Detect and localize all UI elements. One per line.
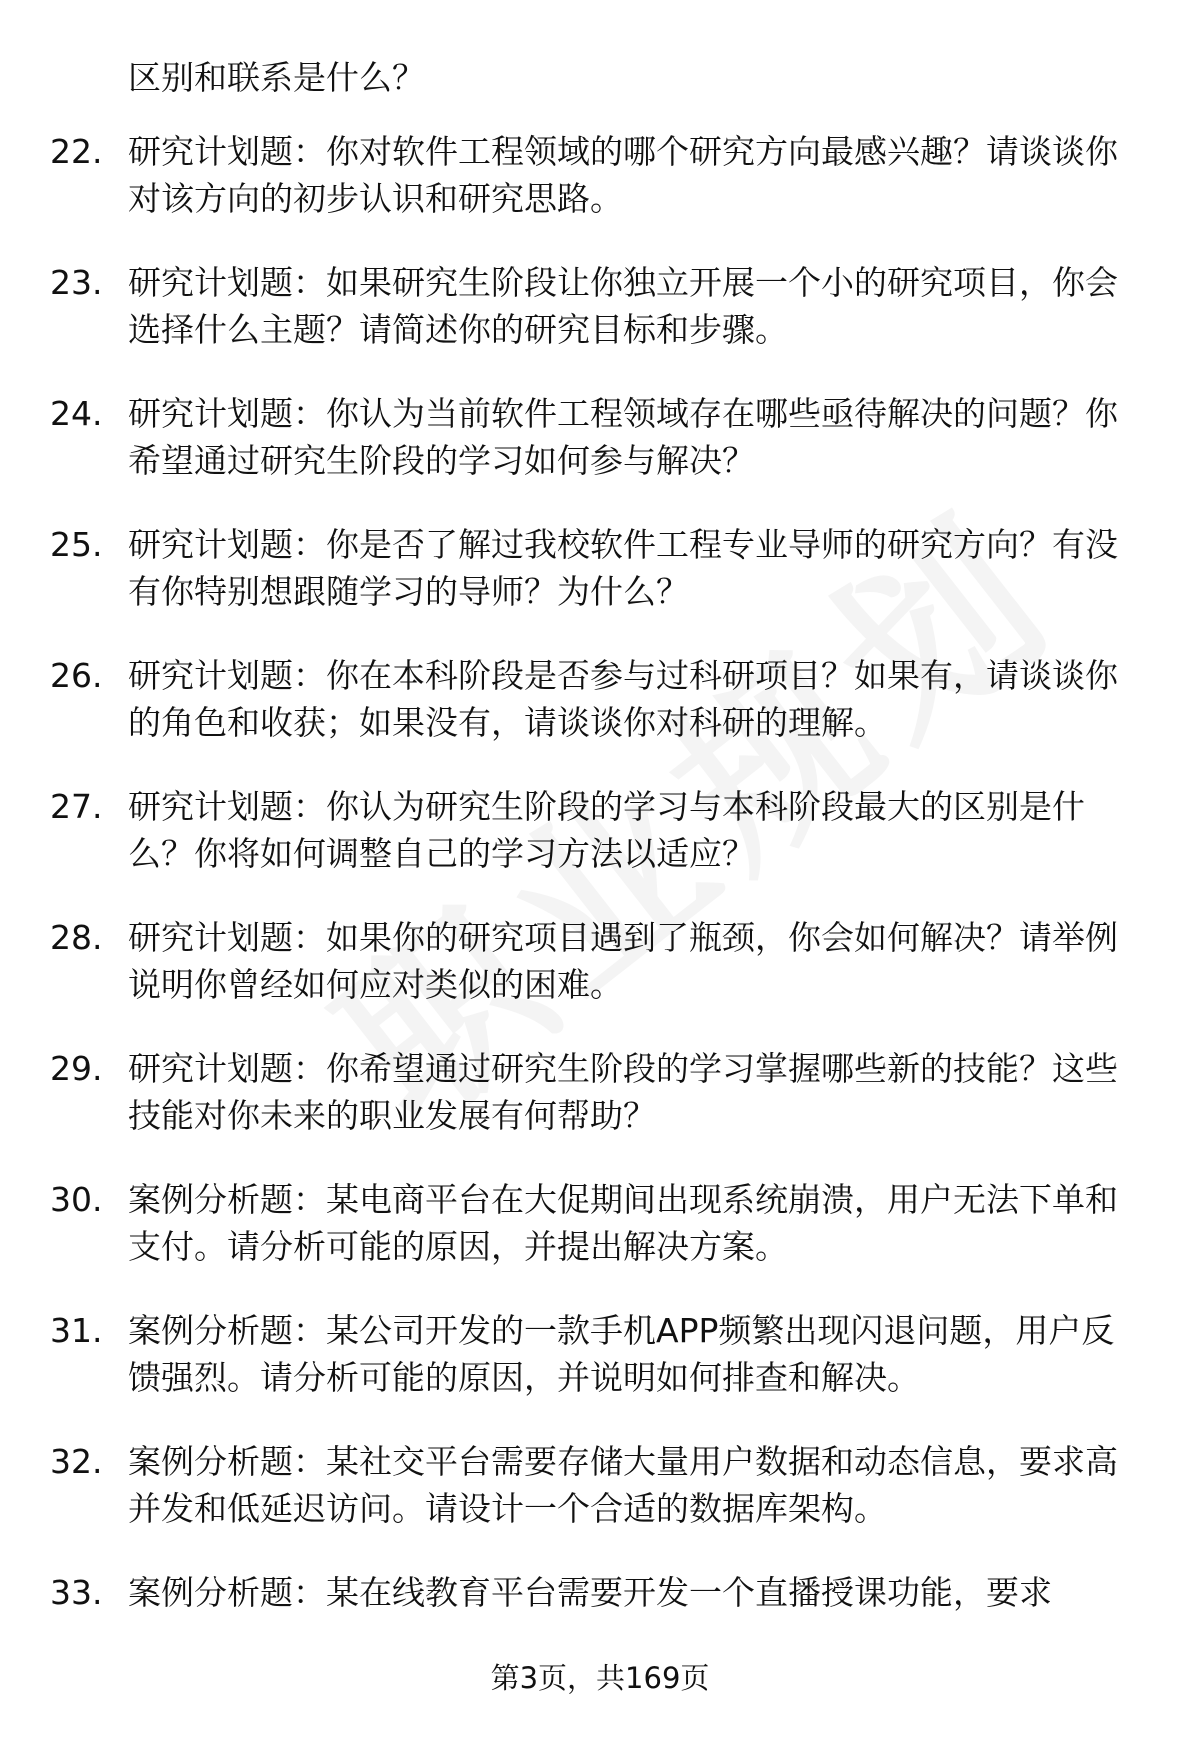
question-number: 23. — [50, 263, 103, 302]
question-item — [0, 259, 1200, 349]
question-number: 29. — [50, 1049, 103, 1088]
question-text: 研究计划题：如果你的研究项目遇到了瓶颈，你会如何解决？请举例说明你曾经如何应对类似的困难。 — [128, 918, 1118, 1004]
question-item — [0, 1045, 1200, 1135]
question-text: 研究计划题：你认为当前软件工程领域存在哪些亟待解决的问题？你希望通过研究生阶段的学习如何参与解决？ — [128, 394, 1118, 480]
question-number: 27. — [50, 787, 103, 826]
question-item — [0, 390, 1200, 480]
question-item — [0, 521, 1200, 611]
question-text: 案例分析题：某社交平台需要存储大量用户数据和动态信息，要求高并发和低延迟访问。请设计一个合适的数据库架构。 — [128, 1442, 1118, 1528]
question-item — [0, 914, 1200, 1004]
question-text: 案例分析题：某在线教育平台需要开发一个直播授课功能，要求 — [128, 1573, 1052, 1612]
question-text: 研究计划题：你对软件工程领域的哪个研究方向最感兴趣？请谈谈你对该方向的初步认识和研究思路。 — [128, 132, 1118, 218]
page-number-footer: 第3页，共169页 — [490, 1661, 710, 1695]
question-text: 研究计划题：你希望通过研究生阶段的学习掌握哪些新的技能？这些技能对你未来的职业发展有何帮助？ — [128, 1049, 1118, 1135]
question-item — [0, 783, 1200, 873]
question-number: 32. — [50, 1442, 103, 1481]
question-number: 30. — [50, 1180, 103, 1219]
question-number: 28. — [50, 918, 103, 957]
question-list — [0, 128, 1200, 1660]
question-text: 案例分析题：某电商平台在大促期间出现系统崩溃，用户无法下单和支付。请分析可能的原因，并提出解决方案。 — [128, 1180, 1118, 1266]
question-number: 26. — [50, 656, 103, 695]
question-number: 31. — [50, 1311, 103, 1350]
question-text: 研究计划题：你认为研究生阶段的学习与本科阶段最大的区别是什么？你将如何调整自己的学习方法以适应？ — [128, 787, 1085, 873]
previous-question-continuation: 区别和联系是什么？ — [128, 58, 425, 97]
question-item — [0, 1438, 1200, 1528]
question-text: 案例分析题：某公司开发的一款手机APP频繁出现闪退问题，用户反馈强烈。请分析可能的原因，并说明如何排查和解决。 — [128, 1311, 1115, 1397]
question-text: 研究计划题：如果研究生阶段让你独立开展一个小的研究项目，你会选择什么主题？请简述你的研究目标和步骤。 — [128, 263, 1118, 349]
question-number: 22. — [50, 132, 103, 171]
question-item — [0, 652, 1200, 742]
question-number: 25. — [50, 525, 103, 564]
question-item — [0, 1176, 1200, 1266]
question-item — [0, 128, 1200, 218]
question-number: 24. — [50, 394, 103, 433]
question-text: 研究计划题：你是否了解过我校软件工程专业导师的研究方向？有没有你特别想跟随学习的导师？为什么？ — [128, 525, 1118, 611]
question-number: 33. — [50, 1573, 103, 1612]
question-item — [0, 1307, 1200, 1397]
question-text: 研究计划题：你在本科阶段是否参与过科研项目？如果有，请谈谈你的角色和收获；如果没有，请谈谈你对科研的理解。 — [128, 656, 1118, 742]
question-item — [0, 1569, 1200, 1616]
